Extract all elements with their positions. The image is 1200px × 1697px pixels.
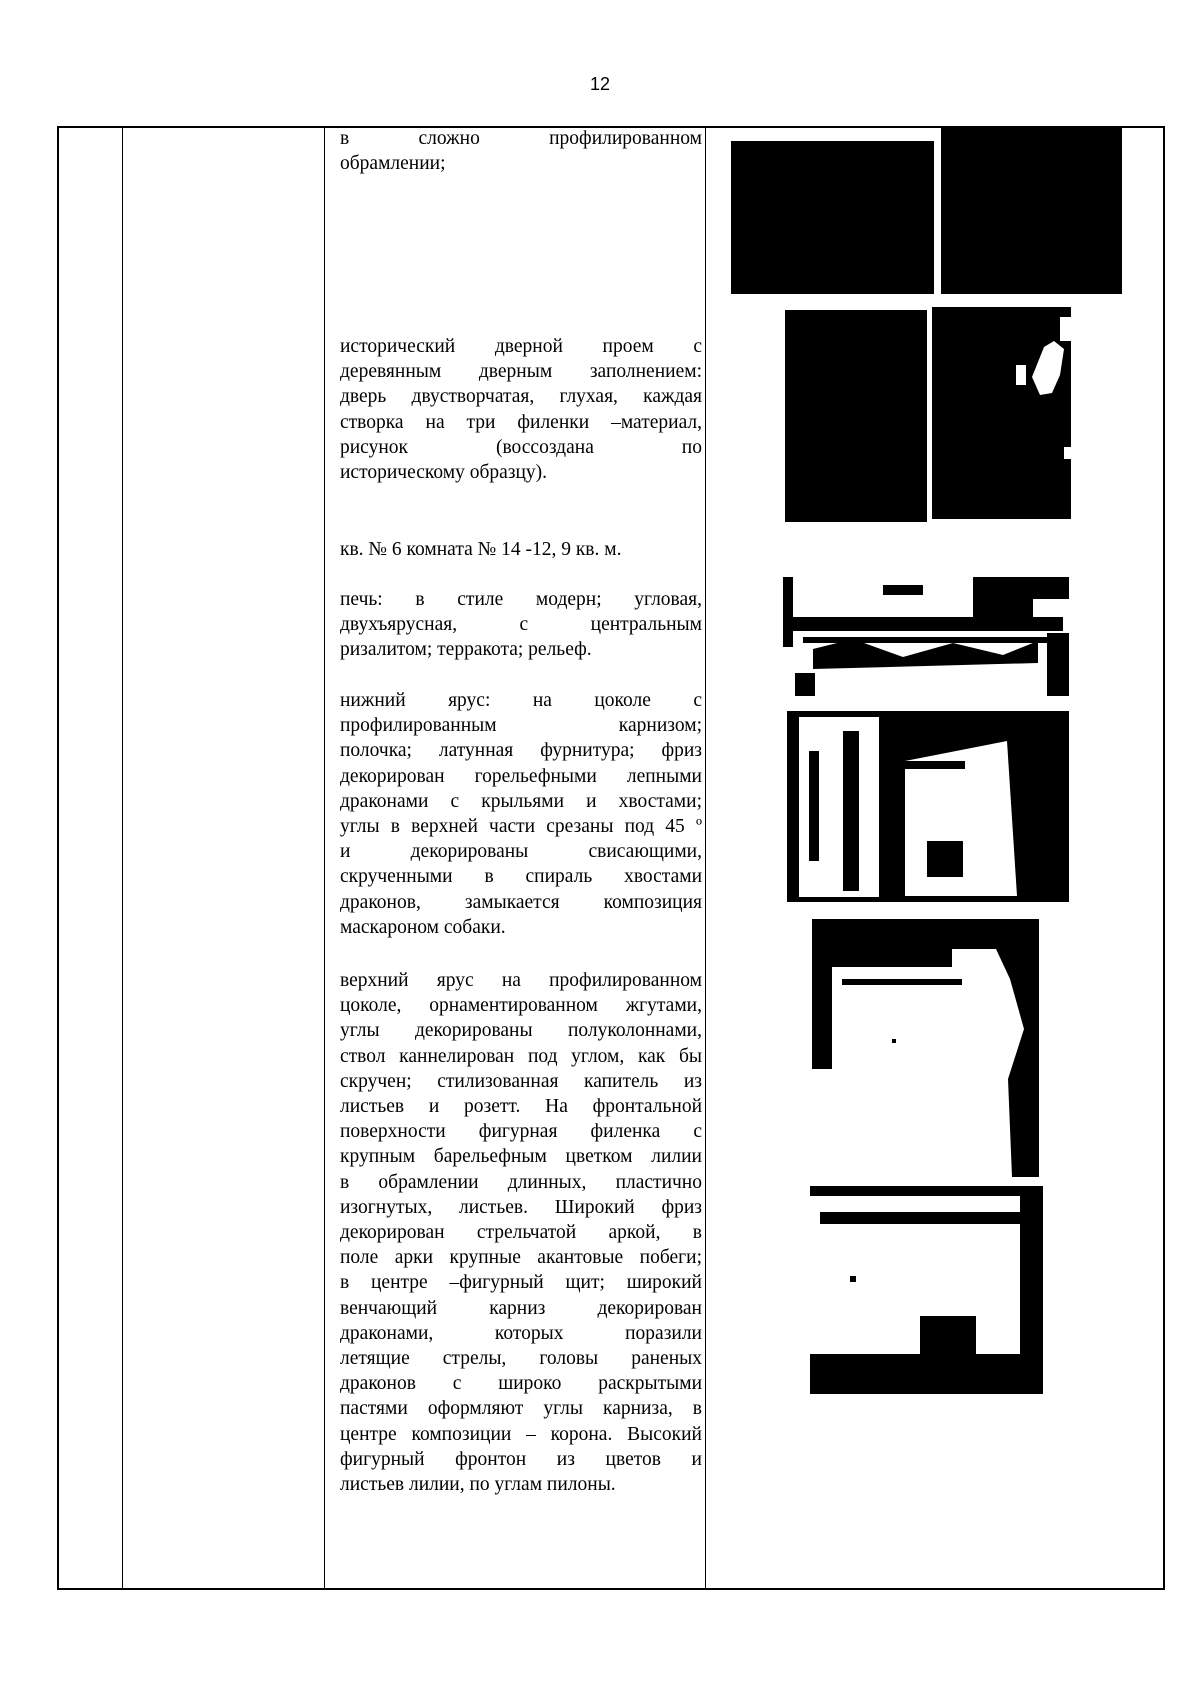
stove-cornice-photo xyxy=(783,577,1069,696)
door-photo-left xyxy=(785,310,927,522)
text-line: скручен; стилизованная капитель из xyxy=(340,1070,702,1092)
door-description xyxy=(340,334,702,485)
text-line: поверхности фигурная филенка с xyxy=(340,1121,702,1143)
text-line: створка на три филенки –материал, xyxy=(340,411,702,433)
stove-upper-tier-photo xyxy=(812,919,1039,1177)
text-line: драконов, замыкается композиция xyxy=(340,891,702,913)
text-line: листьев лилии, по углам пилоны. xyxy=(340,1474,616,1496)
text-line: углы в верхней части срезаны под 45 º xyxy=(340,816,702,838)
room-heading xyxy=(340,537,702,562)
text-line: венчающий карниз декорирован xyxy=(340,1297,702,1319)
text-line: драконов с широко раскрытыми xyxy=(340,1373,702,1395)
text-line: исторический дверной проем с xyxy=(340,336,702,357)
stove-description xyxy=(340,587,702,663)
text-line: полочка; латунная фурнитура; фриз xyxy=(340,740,702,762)
column-divider xyxy=(122,128,123,1588)
text-line: верхний ярус на профилированном xyxy=(340,970,702,991)
stove-cornice-image xyxy=(783,577,1069,696)
stove-corner-image xyxy=(787,711,1069,902)
text-line: декорирован стрельчатой аркой, в xyxy=(340,1222,702,1244)
stove-corner-photo xyxy=(787,711,1069,902)
door-handle-detail xyxy=(932,307,1071,519)
text-line: драконами с крыльями и хвостами; xyxy=(340,790,702,812)
text-line: скрученными в спираль хвостами xyxy=(340,866,702,888)
text-line: печь: в стиле модерн; угловая, xyxy=(340,589,702,610)
text-line: поле арки крупные акантовые побеги; xyxy=(340,1247,702,1269)
column-divider xyxy=(705,128,706,1588)
text-line: рисунок (воссоздана по xyxy=(340,436,702,458)
lower-tier-description xyxy=(340,688,702,940)
stove-cornice-crown-image xyxy=(810,1186,1043,1394)
text-line: в сложно профилированном xyxy=(340,128,702,149)
text-line: углы декорированы полуколоннами, xyxy=(340,1020,702,1042)
text-line: обрамлении; xyxy=(340,153,446,175)
text-line: пастями оформляют углы карниза, в xyxy=(340,1398,702,1420)
text-line: историческому образцу). xyxy=(340,462,548,484)
frame-description xyxy=(340,126,702,176)
text-line: цоколе, орнаментированном жгутами, xyxy=(340,995,702,1017)
text-line: в центре –фигурный щит; широкий xyxy=(340,1272,702,1294)
text-line: ствол каннелирован под углом, как бы xyxy=(340,1045,702,1067)
text-line: профилированным карнизом; xyxy=(340,715,702,737)
frame-photo-right xyxy=(941,128,1122,294)
text-line: изогнутых, листьев. Широкий фриз xyxy=(340,1196,702,1218)
column-divider xyxy=(324,128,325,1588)
stove-cornice-crown-photo xyxy=(810,1186,1043,1394)
text-line: и декорированы свисающими, xyxy=(340,841,702,863)
page-number: 12 xyxy=(589,74,611,94)
text-line: центре композиции – корона. Высокий xyxy=(340,1423,702,1445)
text-line: фигурный фронтон из цветов и xyxy=(340,1448,702,1470)
text-line: кв. № 6 комната № 14 -12, 9 кв. м. xyxy=(340,539,622,560)
text-line: листьев и розетт. На фронтальной xyxy=(340,1096,702,1118)
text-line: нижний ярус: на цоколе с xyxy=(340,690,702,711)
text-line: маскароном собаки. xyxy=(340,916,506,938)
upper-tier-description xyxy=(340,968,702,1497)
text-line: ризалитом; терракота; рельеф. xyxy=(340,639,592,661)
text-line: драконами, которых поразили xyxy=(340,1322,702,1344)
text-line: дверь двустворчатая, глухая, каждая xyxy=(340,386,702,408)
text-line: крупным барельефным цветком лилии xyxy=(340,1146,702,1168)
door-photo-right xyxy=(932,307,1071,519)
text-line: летящие стрелы, головы раненых xyxy=(340,1348,702,1370)
text-line: двухъярусная, с центральным xyxy=(340,614,702,636)
text-line: деревянным дверным заполнением: xyxy=(340,361,702,383)
stove-upper-tier-image xyxy=(812,919,1039,1177)
frame-photo-left xyxy=(731,141,934,294)
text-line: декорирован горельефными лепными xyxy=(340,765,702,787)
text-line: в обрамлении длинных, пластично xyxy=(340,1171,702,1193)
